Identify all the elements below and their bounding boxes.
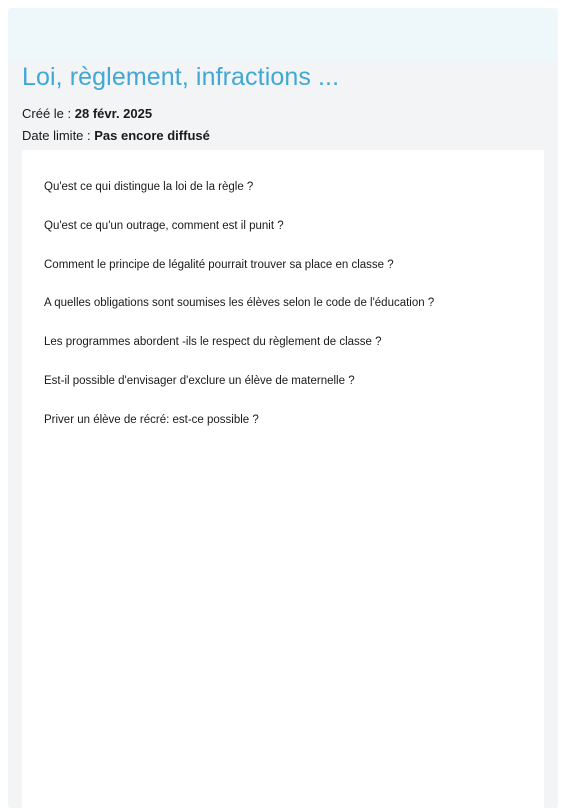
created-label: Créé le : <box>22 106 75 121</box>
questions-card <box>22 150 544 808</box>
header-band <box>8 8 558 62</box>
question-item: A quelles obligations sont soumises les élèves selon le code de l'éducation ? <box>44 297 435 310</box>
question-item: Qu'est ce qui distingue la loi de la règle ? <box>44 181 254 193</box>
created-date-line <box>22 106 152 121</box>
question-item: Les programmes abordent -ils le respect du règlement de classe ? <box>44 336 382 349</box>
question-item: Priver un élève de récré: est-ce possible ? <box>44 413 259 426</box>
assignment-title: Loi, règlement, infractions ... <box>22 63 340 91</box>
question-item: Qu'est ce qu'un outrage, comment est il punit ? <box>44 219 284 232</box>
assignment-page <box>8 8 558 808</box>
question-item: Comment le principe de légalité pourrait trouver sa place en classe ? <box>44 258 394 271</box>
created-value: 28 févr. 2025 <box>74 106 153 121</box>
deadline-value: Pas encore diffusé <box>94 128 210 143</box>
deadline-label: Date limite : <box>22 128 95 143</box>
question-list <box>44 180 434 452</box>
deadline-line <box>22 128 210 143</box>
question-item: Est-il possible d'envisager d'exclure un élève de maternelle ? <box>44 374 355 387</box>
